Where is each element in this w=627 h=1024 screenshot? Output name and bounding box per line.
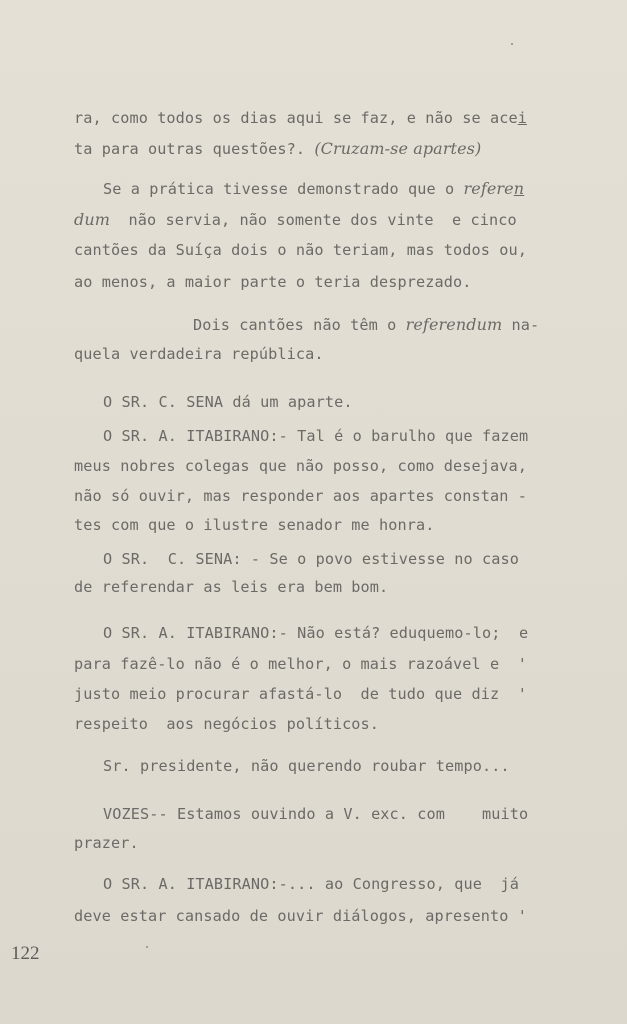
text-span: de referendar as leis era bem bom.	[74, 578, 389, 596]
text-span: para fazê-lo não é o melhor, o mais razoável e '	[74, 655, 527, 673]
text-line	[74, 486, 527, 506]
text-line	[74, 577, 388, 597]
underlined-text: i	[517, 109, 527, 127]
text-span: não servia, não somente dos vinte e cinco	[110, 211, 517, 229]
text-line	[193, 315, 539, 335]
italic-underlined-text: n	[513, 179, 525, 198]
text-span: na-	[502, 316, 540, 334]
text-span: O SR. C. SENA dá um aparte.	[103, 393, 353, 411]
text-span: cantões da Suíça dois o não teriam, mas todos ou,	[74, 241, 527, 259]
text-line	[74, 654, 527, 674]
text-span: deve estar cansado de ouvir diálogos, apresento '	[74, 907, 527, 925]
text-span: O SR. A. ITABIRANO:-... ao Congresso, que já	[103, 875, 519, 893]
text-line	[74, 344, 324, 364]
text-span: O SR. C. SENA: - Se o povo estivesse no caso	[103, 550, 519, 568]
text-span: VOZES-- Estamos ouvindo a V. exc. com muito	[103, 805, 529, 823]
text-span: prazer.	[74, 834, 139, 852]
stage-direction: (Cruzam-se apartes)	[314, 139, 482, 158]
text-span: não só ouvir, mas responder aos apartes constan -	[74, 487, 527, 505]
text-line	[74, 714, 379, 734]
text-line	[74, 906, 527, 926]
text-line	[74, 240, 527, 260]
text-span: Sr. presidente, não querendo roubar tempo...	[103, 757, 510, 775]
text-span: O SR. A. ITABIRANO:- Tal é o barulho que fazem	[103, 427, 529, 445]
text-span: Dois cantões não têm o	[193, 316, 406, 334]
text-line	[74, 272, 471, 292]
paper-speck	[511, 43, 513, 45]
italic-term: refere	[463, 179, 514, 198]
text-line	[74, 108, 527, 128]
text-line	[74, 515, 435, 535]
italic-term: dum	[74, 210, 111, 229]
text-span: respeito aos negócios políticos.	[74, 715, 380, 733]
text-span: tes com que o ilustre senador me honra.	[74, 516, 435, 534]
text-line	[103, 179, 524, 199]
text-line	[103, 623, 528, 643]
text-line	[103, 874, 519, 894]
text-line	[74, 139, 481, 159]
paper-speck	[146, 946, 148, 948]
page-number: 122	[11, 943, 40, 964]
text-line	[103, 756, 510, 776]
italic-term: referendum	[405, 315, 503, 334]
text-span: justo meio procurar afastá-lo de tudo que diz '	[74, 685, 527, 703]
text-line	[103, 426, 528, 446]
text-line	[74, 210, 517, 230]
text-span: ra, como todos os dias aqui se faz, e não se ace	[74, 109, 518, 127]
text-line	[74, 456, 527, 476]
text-span: quela verdadeira república.	[74, 345, 324, 363]
text-span: Se a prática tivesse demonstrado que o	[103, 180, 464, 198]
text-line	[74, 833, 139, 853]
text-span: ta para outras questões?.	[74, 140, 315, 158]
text-line	[74, 684, 527, 704]
text-span: O SR. A. ITABIRANO:- Não está? eduquemo-lo; e	[103, 624, 529, 642]
text-line	[103, 549, 519, 569]
text-line	[103, 804, 528, 824]
text-span: ao menos, a maior parte o teria desprezado.	[74, 273, 472, 291]
text-span: meus nobres colegas que não posso, como desejava,	[74, 457, 527, 475]
text-line	[103, 392, 353, 412]
